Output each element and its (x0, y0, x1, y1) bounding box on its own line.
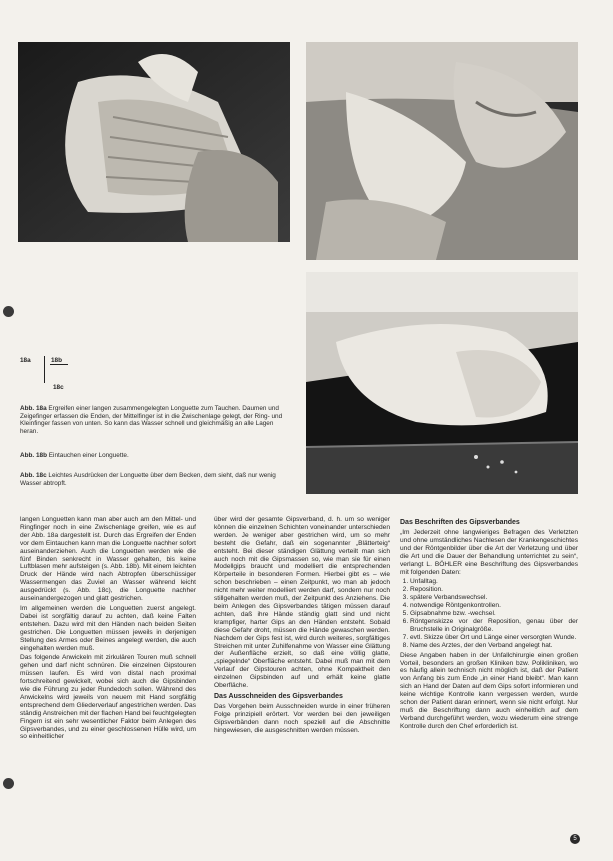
list-item: 5. Gipsabnahme bzw. -wechsel. (410, 610, 578, 618)
figure-label-18a: 18a (20, 357, 31, 364)
figure-label-18b: 18b (51, 357, 63, 364)
list-item: 8. Name des Arztes, der den Verband angelegt hat. (410, 642, 578, 650)
caption-18c-prefix: Abb. 18c (20, 472, 47, 479)
text-column-3 (400, 516, 578, 733)
figure-key-divider (44, 356, 45, 383)
text-column-2 (214, 516, 390, 737)
list-item: 7. evtl. Skizze über Ort und Länge einer versorgten Wunde. (410, 634, 578, 642)
data-list (410, 578, 578, 649)
body-paragraph: Das folgende Anwickeln mit zirkulären Touren muß schnell gehen und darf nicht schnüren. Die einzelnen Gipstouren müssen laufen. Es wird von distal nach proximal fortschreitend gewickelt, wobei sich auch die Gipsbinden wie die Führung zu jeder Rundedoch sollen. Während des Anwickelns wird jeweils von neuem mit Hand sorgfältig entsprechend dem Gliederverlauf angestrichen werden. Das ständig Anstreichen mit der flachen Hand bei feuchtgelegten Fingern ist ein sehr wesentlicher Faktor beim Anlegen des Gipsverbandes, und zu einer geschlossenen Hülle wird, um so einheitlicher (20, 654, 196, 741)
punch-hole (3, 778, 14, 789)
body-paragraph: Das Vorgehen beim Ausschneiden wurde in einer früheren Folge prinzipiell erörtert. Vor werden bei den jeweiligen Gipsverbänden dann noch speziell auf die Abschnitte hingewiesen, die ausgeschnitten werden müssen. (214, 702, 390, 734)
caption-18b-text: Eintauchen einer Longuette. (48, 452, 129, 459)
list-item: 2. Reposition. (410, 586, 578, 594)
caption-18b (20, 452, 292, 460)
caption-18a-prefix: Abb. 18a (20, 405, 47, 412)
caption-18a (20, 405, 292, 435)
punch-hole (3, 306, 14, 317)
section-heading-beschriften: Das Beschriften des Gipsverbandes (400, 519, 520, 526)
section-heading-ausschneiden: Das Ausschneiden des Gipsverbandes (214, 692, 343, 700)
list-item: 6. Röntgenskizze vor der Reposition, genau über der Bruchstelle in Originalgröße. (410, 618, 578, 634)
body-paragraph: über wird der gesamte Gipsverband, d. h. um so weniger können die einzelnen Schichten voneinander unterschieden werden. Je weniger aber gestrichen wird, um so mehr besteht die Gefahr, daß ein sogenannter „Blätterteig“ entsteht. Bei dieser ständigen Glättung verteilt man sich auch noch mit die Gipsmassen so, wie man sie für einen Modellgips braucht und modelliert die entsprechenden Körperteile in besonderen Formen. Hierbei gibt es – wie schon beschrieben – einen Zeitpunkt, wo man ab jedoch nicht mehr weiter modelliert werden darf, sondern nur noch stillgehalten werden muß, der Zeitpunkt des Anziehens. Die beim Anlegen des Gipsverbandes tätigen müssen darauf achten, daß ihre Hände ständig glatt sind und nicht krampfiger, harter Gips an den Händen entsteht. Sobald diese Gefahr droht, müssen die Hände gewaschen werden. Nachdem der Gips fest ist, wird durch weiteres, sorgfältiges Streichen mit unter Zuhilfenahme von Wasser eine Glättung der Außenfläche erzielt, so daß eine völlig glatte, „spiegelnde“ Oberfläche entsteht. Dabei muß man mit dem Verlauf der Gipstouren achten, ohne Kompaktheit den einzelnen Gipsbinden auf und erhält keine glatte Oberfläche. (214, 516, 390, 690)
figure-label-18c: 18c (53, 384, 64, 391)
caption-18c-text: Leichtes Ausdrücken der Longuette über dem Becken, dem sieht, daß nur wenig Wasser abtropft. (20, 472, 276, 487)
photo-18b-dipping-longuette (306, 42, 578, 260)
body-paragraph: Diese Angaben haben in der Unfallchirurgie einen großen Vorteil, besonders an großen Kliniken bzw. Polikliniken, wo es häufig allein technisch nicht möglich ist, daß der Patient von Anfang bis zum Ende „in einer Hand bleibt“. Man kann sich an Hand der Daten auf dem Gips sofort informieren und keine wichtige Kontrolle kann vergessen werden, wurde schon der Patient daran erinnert, wenn sie nicht erfolgt. Nur muß die Beschriftung dann auch einheitlich auf dem Verband durchgeführt werden, wozu wiederum eine strenge Kontrolle durch den Chef erforderlich ist. (400, 651, 578, 730)
text-column-1 (20, 516, 196, 743)
caption-18a-text: Ergreifen einer langen zusammengelegten Longuette zum Tauchen. Daumen und Zeigefinger erfassen die Enden, der Mittelfinger ist in die Zwischenlage gelegt, der Ring- und Kleinfinger fassen von unten. So kann das Wasser schnell und gleichmäßig an alle Lagen heran. (20, 405, 283, 435)
body-paragraph: langen Longuetten kann man aber auch am den Mittel- und Ringfinger noch in eine Zwischenlage greifen, wie es auf der Abb. 18a dargestellt ist. Durch das Ergreifen der Enden vor dem Eintauchen kann man die Longuette nachher sofort auseinanderziehen. Auch die Longuetten werden wie die fünf Binden senkrecht in Wasser gehalten, bis keine Luftblasen mehr aufsteigen (s. Abb. 18b). Mit einem leichten Druck der Hände wird nach Abtropfen überschüssiger Wassermengen das Zuviel an Wasser während leicht ausgedrückt (s. Abb. 18c), die Longuette nachher auseinandergezogen und glatt gestrichen. (20, 516, 196, 603)
list-item: 1. Unfalltag. (410, 578, 578, 586)
photo-18a-folded-longuette (18, 42, 290, 242)
caption-18c (20, 472, 292, 487)
page-number: 5 (570, 834, 580, 844)
photo-18c-squeezing-longuette (306, 272, 578, 494)
figure-key-divider (50, 364, 68, 365)
body-paragraph: Im allgemeinen werden die Longuetten zuerst angelegt. Dabei ist sorgfältig darauf zu achten, daß keine Falten entstehen. Dazu wird mit den Händen nach beiden Seiten gestrichen. Die Longuetten müssen jeweils in derjenigen Stellung des Armes oder Beines angelegt werden, die auch eingehalten werden muß. (20, 604, 196, 652)
caption-18b-prefix: Abb. 18b (20, 452, 47, 459)
body-paragraph: „Im Jederzeit ohne langwieriges Befragen des Verletzten und ohne umständliches Nachlesen der Krankengeschichtes und der Röntgenbilder über die Art der Verletzung und über die Art und die Dauer der Behandlung unterrichtet zu sein“, verlangt L. BÖHLER eine Beschriftung des Gipsverbandes mit folgenden Daten: (400, 529, 578, 576)
list-item: 4. notwendige Röntgenkontrollen. (410, 602, 578, 610)
list-item: 3. spätere Verbandswechsel. (410, 594, 578, 602)
